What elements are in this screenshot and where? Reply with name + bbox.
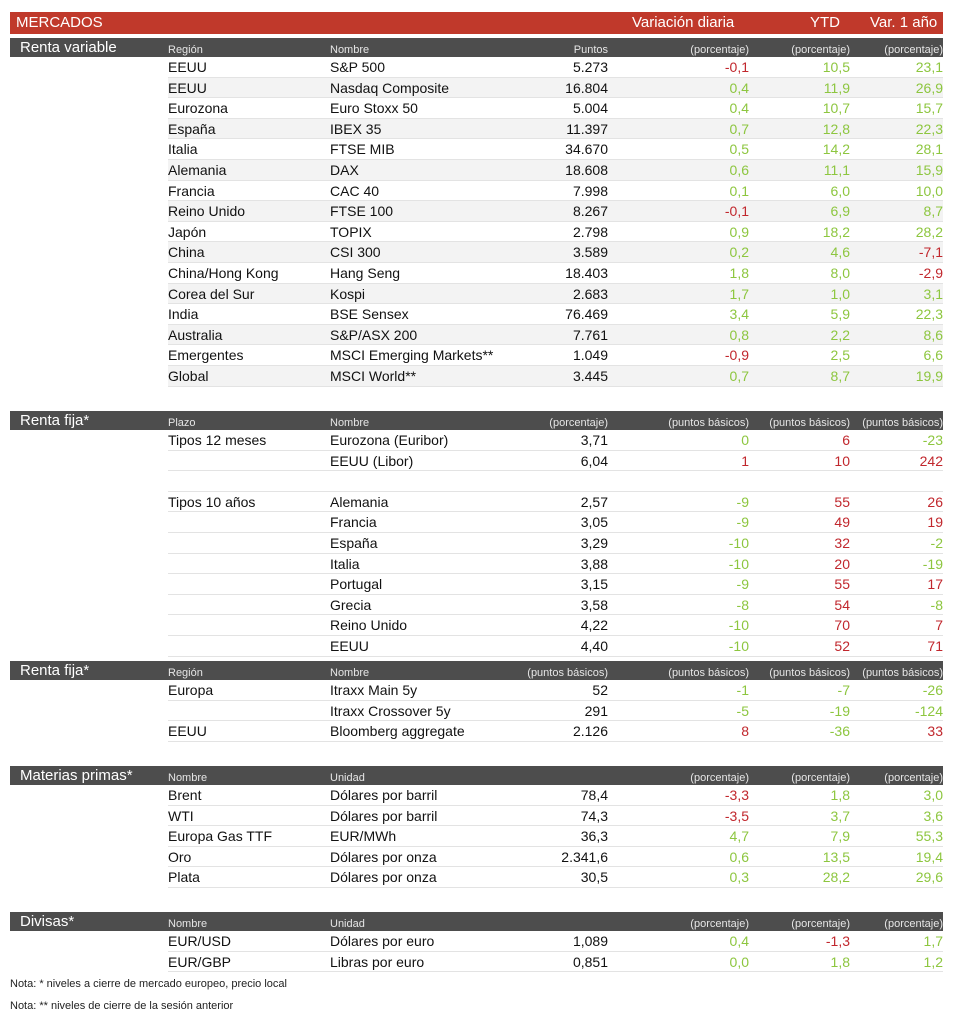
cell-level: 0,851 [572,953,608,970]
cell-daily-change: 0,8 [729,326,749,343]
cell-year-change: 19,9 [915,367,943,384]
table-row [10,345,943,366]
cell-ytd-change: 52 [834,637,850,654]
cell-name: Alemania [330,493,389,510]
cell-daily-change: 0,2 [729,244,749,261]
table-row [10,242,943,263]
cell-daily-change: -9 [736,576,749,593]
table-row [10,785,943,806]
cell-name: MSCI Emerging Markets** [330,347,494,364]
cell-daily-change: 0,6 [729,161,749,178]
cell-region: Emergentes [168,347,244,364]
cell-level: 5.273 [572,59,608,75]
cell-name: Euro Stoxx 50 [330,100,418,117]
section-title: Divisas* [20,913,75,930]
cell-daily-change: 0,7 [729,120,749,137]
table-row [10,139,943,160]
cell-name: EEUU (Libor) [330,452,414,469]
cell-level: 78,4 [580,787,608,803]
cell-daily-change: 0,7 [729,367,749,384]
table-row [10,867,943,888]
cell-daily-change: 0,6 [729,848,749,865]
cell-level: 7.998 [572,182,608,199]
column-header: (porcentaje) [690,772,749,784]
cell-daily-change: -0,1 [724,203,749,220]
cell-ytd-change: 18,2 [822,223,850,240]
cell-name: Dólares por barril [330,807,438,824]
cell-name: Kospi [330,285,366,302]
cell-daily-change: 1,8 [729,264,749,281]
cell-year-change: 8,7 [923,203,943,220]
cell-level: 8.267 [572,203,608,220]
header-one-year: Var. 1 año [870,14,938,31]
cell-region: Plata [168,869,200,886]
table-row [10,574,943,595]
cell-level: 5.004 [572,100,608,117]
cell-name: Bloomberg aggregate [330,723,465,740]
cell-name: S&P 500 [330,59,386,75]
cell-name: Dólares por onza [330,869,437,886]
table-row [10,636,943,657]
cell-year-change: -26 [922,682,943,698]
cell-level: 3,05 [580,514,608,531]
table-row [10,119,943,140]
cell-name: Portugal [330,576,383,593]
cell-region: Oro [168,848,192,865]
cell-level: 4,40 [580,637,608,654]
cell-ytd-change: 6 [842,432,850,448]
table-row [10,847,943,868]
cell-year-change: 29,6 [915,869,943,886]
column-header: (puntos básicos) [862,667,943,679]
cell-name: FTSE MIB [330,141,395,158]
cell-name: Dólares por barril [330,787,438,803]
cell-name: Francia [330,514,377,531]
cell-region: EEUU [168,59,207,75]
cell-year-change: 26,9 [915,79,943,96]
table-row [10,160,943,181]
cell-ytd-change: -19 [829,702,850,719]
column-header: (puntos básicos) [668,667,749,679]
cell-name: Dólares por onza [330,848,437,865]
cell-level: 3,71 [580,432,608,448]
cell-year-change: 3,0 [923,787,943,803]
cell-region: Corea del Sur [168,285,255,302]
header-ytd: YTD [810,14,840,31]
column-header: Nombre [330,44,370,56]
cell-ytd-change: 10,5 [822,59,850,75]
table-row [10,181,943,202]
cell-ytd-change: 20 [834,555,850,572]
table-row [10,471,943,492]
cell-region: EEUU [168,723,207,740]
section-header [10,912,943,931]
cell-year-change: -8 [930,596,943,613]
cell-year-change: 26 [927,493,943,510]
section-fx [10,912,943,972]
table-row [10,680,943,701]
cell-daily-change: -10 [728,555,749,572]
cell-level: 3,58 [580,596,608,613]
cell-name: EEUU [330,637,369,654]
table-row [10,615,943,636]
section-title: Renta variable [20,39,117,56]
cell-name: Nasdaq Composite [330,79,450,96]
cell-level: 1.049 [572,347,608,364]
cell-name: Dólares por euro [330,933,435,949]
cell-level: 3.445 [572,367,608,384]
table-row [10,57,943,78]
cell-region: China [168,244,205,261]
cell-region: Brent [168,787,202,803]
column-header: (porcentaje) [884,772,943,784]
cell-daily-change: -9 [736,514,749,531]
table-row [10,366,943,387]
cell-daily-change: -0,1 [724,59,749,75]
cell-year-change: 19,4 [915,848,943,865]
cell-region: WTI [168,807,194,824]
cell-ytd-change: 14,2 [822,141,850,158]
cell-daily-change: 8 [741,723,749,740]
cell-year-change: 3,1 [923,285,943,302]
column-header: (puntos básicos) [769,417,850,429]
section-header [10,661,943,680]
cell-name: CAC 40 [330,182,380,199]
cell-ytd-change: 8,7 [830,367,850,384]
footnote: Nota: * niveles a cierre de mercado europeo, precio local [10,978,287,990]
column-header: (puntos básicos) [668,417,749,429]
cell-daily-change: 4,7 [729,828,749,845]
cell-name: Libras por euro [330,953,425,970]
column-header: Nombre [330,667,370,679]
cell-ytd-change: 1,0 [830,285,850,302]
section-title: Materias primas* [20,767,133,784]
cell-daily-change: 3,4 [729,306,749,323]
cell-year-change: 7 [935,617,943,634]
cell-ytd-change: 11,1 [823,161,850,178]
cell-level: 2.798 [572,223,608,240]
table-row [10,98,943,119]
cell-daily-change: 0,4 [729,933,749,949]
cell-year-change: 1,7 [923,933,943,949]
column-header: Unidad [330,772,365,784]
cell-year-change: 22,3 [915,120,943,137]
cell-ytd-change: 70 [834,617,850,634]
cell-level: 30,5 [580,869,608,886]
cell-ytd-change: 10 [834,452,850,469]
cell-ytd-change: 32 [834,534,850,551]
cell-year-change: 242 [919,452,943,469]
cell-region: España [168,120,216,137]
cell-daily-change: 0,5 [729,141,749,158]
cell-ytd-change: 6,0 [830,182,850,199]
cell-year-change: -23 [922,432,943,448]
column-header: Plazo [168,417,196,429]
cell-ytd-change: 55 [834,493,850,510]
cell-region: EUR/USD [168,933,232,949]
column-header: Unidad [330,918,365,930]
cell-region: Europa [168,682,214,698]
cell-year-change: -19 [922,555,943,572]
cell-level: 3.589 [572,244,608,261]
cell-region: Global [168,367,209,384]
cell-region: Tipos 10 años [168,493,256,510]
cell-name: Grecia [330,596,372,613]
cell-year-change: 28,2 [915,223,943,240]
cell-ytd-change: 5,9 [830,306,850,323]
cell-level: 1,089 [572,933,608,949]
section-credit [10,661,943,742]
cell-year-change: -2,9 [918,264,943,281]
column-header: (porcentaje) [690,44,749,56]
cell-level: 6,04 [580,452,608,469]
cell-daily-change: 0,4 [729,100,749,117]
cell-level: 34.670 [565,141,608,158]
table-row [10,222,943,243]
cell-region: Japón [168,223,207,240]
cell-level: 52 [592,682,608,698]
column-header: Región [168,44,203,56]
section-commodities [10,766,943,888]
cell-region: EUR/GBP [168,953,232,970]
column-header: Nombre [330,417,370,429]
table-row [10,325,943,346]
cell-ytd-change: 7,9 [830,828,850,845]
table-row [10,263,943,284]
cell-level: 3,29 [580,534,608,551]
cell-region: Australia [168,326,223,343]
cell-name: DAX [330,161,359,178]
table-row [10,806,943,827]
cell-year-change: 71 [927,637,943,654]
cell-daily-change: -3,3 [724,787,749,803]
cell-daily-change: -0,9 [724,347,749,364]
table-row [10,304,943,325]
column-header: Nombre [168,772,208,784]
cell-year-change: -124 [914,702,943,719]
cell-region: EEUU [168,79,207,96]
cell-name: Italia [330,555,360,572]
section-title: Renta fija* [20,662,90,679]
cell-name: España [330,534,378,551]
cell-daily-change: -10 [728,534,749,551]
column-header: (puntos básicos) [769,667,850,679]
table-row [10,595,943,616]
section-header [10,411,943,430]
section-equity [10,38,943,387]
cell-ytd-change: 12,8 [822,120,850,137]
column-header: (porcentaje) [791,918,850,930]
cell-daily-change: 0,0 [729,953,749,970]
cell-ytd-change: 2,5 [830,347,850,364]
cell-name: Reino Unido [330,617,408,634]
column-header: (puntos básicos) [862,417,943,429]
cell-year-change: 3,6 [923,807,943,824]
cell-name: FTSE 100 [330,203,394,220]
cell-name: Hang Seng [330,264,401,281]
cell-daily-change: -10 [728,617,749,634]
table-row [10,701,943,722]
column-header: (porcentaje) [791,44,850,56]
cell-year-change: 23,1 [915,59,943,75]
section-rates [10,411,943,657]
cell-name: Eurozona (Euribor) [330,432,449,448]
cell-name: S&P/ASX 200 [330,326,418,343]
cell-level: 18.608 [565,161,608,178]
cell-year-change: -2 [930,534,943,551]
cell-region: China/Hong Kong [168,264,279,281]
cell-ytd-change: 8,0 [830,264,850,281]
table-row [10,78,943,99]
cell-name: BSE Sensex [330,306,409,323]
cell-level: 291 [584,702,608,719]
cell-daily-change: -8 [736,596,749,613]
cell-ytd-change: 4,6 [830,244,850,261]
cell-name: EUR/MWh [330,828,397,845]
cell-year-change: 10,0 [915,182,943,199]
cell-region: Tipos 12 meses [168,432,267,448]
section-header [10,38,943,57]
cell-year-change: 6,6 [923,347,943,364]
cell-ytd-change: 13,5 [822,848,850,865]
column-header: Región [168,667,203,679]
table-row [10,554,943,575]
cell-daily-change: -9 [736,493,749,510]
table-row [10,826,943,847]
cell-level: 2.683 [572,285,608,302]
cell-level: 3,15 [580,576,608,593]
cell-region: Eurozona [168,100,228,117]
footnote: Nota: ** niveles de cierre de la sesión anterior [10,1000,234,1012]
cell-ytd-change: -1,3 [825,933,850,949]
cell-ytd-change: 2,2 [830,326,850,343]
header-daily-change: Variación diaria [632,14,735,31]
cell-daily-change: 0,9 [729,223,749,240]
cell-year-change: 28,1 [915,141,943,158]
column-header: (porcentaje) [549,417,608,429]
table-row [10,284,943,305]
cell-ytd-change: 49 [834,514,850,531]
cell-daily-change: -10 [728,637,749,654]
table-row [10,952,943,973]
cell-name: TOPIX [330,223,372,240]
cell-daily-change: 1 [741,452,749,469]
cell-level: 2.126 [572,723,608,740]
table-row [10,492,943,513]
cell-level: 4,22 [580,617,608,634]
cell-daily-change: -3,5 [724,807,749,824]
cell-region: Italia [168,141,198,158]
cell-year-change: 1,2 [923,953,943,970]
cell-name: CSI 300 [330,244,381,261]
cell-year-change: 33 [927,723,943,740]
cell-level: 16.804 [565,79,608,96]
table-row [10,430,943,451]
cell-ytd-change: -7 [837,682,850,698]
cell-ytd-change: 6,9 [830,203,850,220]
cell-region: Francia [168,182,215,199]
cell-level: 2,57 [580,493,608,510]
column-header: (porcentaje) [791,772,850,784]
cell-year-change: 17 [927,576,943,593]
column-header: Puntos [573,44,608,56]
cell-region: Reino Unido [168,203,246,220]
cell-ytd-change: 28,2 [822,869,850,886]
cell-ytd-change: 1,8 [830,787,850,803]
cell-ytd-change: 3,7 [830,807,850,824]
cell-year-change: 8,6 [923,326,943,343]
column-header: (puntos básicos) [527,667,608,679]
cell-year-change: 15,7 [915,100,943,117]
cell-region: Alemania [168,161,227,178]
column-header: (porcentaje) [884,44,943,56]
header-bar [10,12,943,34]
table-row [10,451,943,472]
column-header: Nombre [168,918,208,930]
section-header [10,766,943,785]
cell-daily-change: 0 [741,432,749,448]
cell-year-change: -7,1 [918,244,943,261]
cell-level: 74,3 [580,807,608,824]
cell-ytd-change: 10,7 [822,100,850,117]
cell-ytd-change: 11,9 [823,79,850,96]
cell-region: Europa Gas TTF [168,828,273,845]
table-row [10,512,943,533]
cell-year-change: 22,3 [915,306,943,323]
cell-ytd-change: 54 [834,596,850,613]
cell-name: IBEX 35 [330,120,382,137]
cell-daily-change: 1,7 [729,285,749,302]
cell-name: Itraxx Main 5y [330,682,418,698]
cell-daily-change: -5 [736,702,749,719]
cell-name: Itraxx Crossover 5y [330,702,451,719]
cell-level: 7.761 [572,326,608,343]
table-row [10,533,943,554]
cell-level: 18.403 [565,264,608,281]
cell-daily-change: -1 [736,682,749,698]
cell-daily-change: 0,4 [729,79,749,96]
cell-year-change: 19 [927,514,943,531]
column-header: (porcentaje) [690,918,749,930]
cell-ytd-change: -36 [829,723,850,740]
cell-name: MSCI World** [330,367,417,384]
cell-level: 36,3 [580,828,608,845]
cell-ytd-change: 1,8 [830,953,850,970]
table-row [10,931,943,952]
cell-level: 11.397 [566,120,608,137]
cell-year-change: 15,9 [915,161,943,178]
cell-daily-change: 0,1 [729,182,749,199]
cell-daily-change: 0,3 [729,869,749,886]
cell-region: India [168,306,199,323]
cell-ytd-change: 55 [834,576,850,593]
column-header: (porcentaje) [884,918,943,930]
page-title: MERCADOS [16,14,103,31]
table-row [10,721,943,742]
cell-level: 76.469 [565,306,608,323]
section-title: Renta fija* [20,412,90,429]
cell-level: 2.341,6 [561,848,608,865]
table-row [10,201,943,222]
cell-year-change: 55,3 [915,828,943,845]
cell-level: 3,88 [580,555,608,572]
